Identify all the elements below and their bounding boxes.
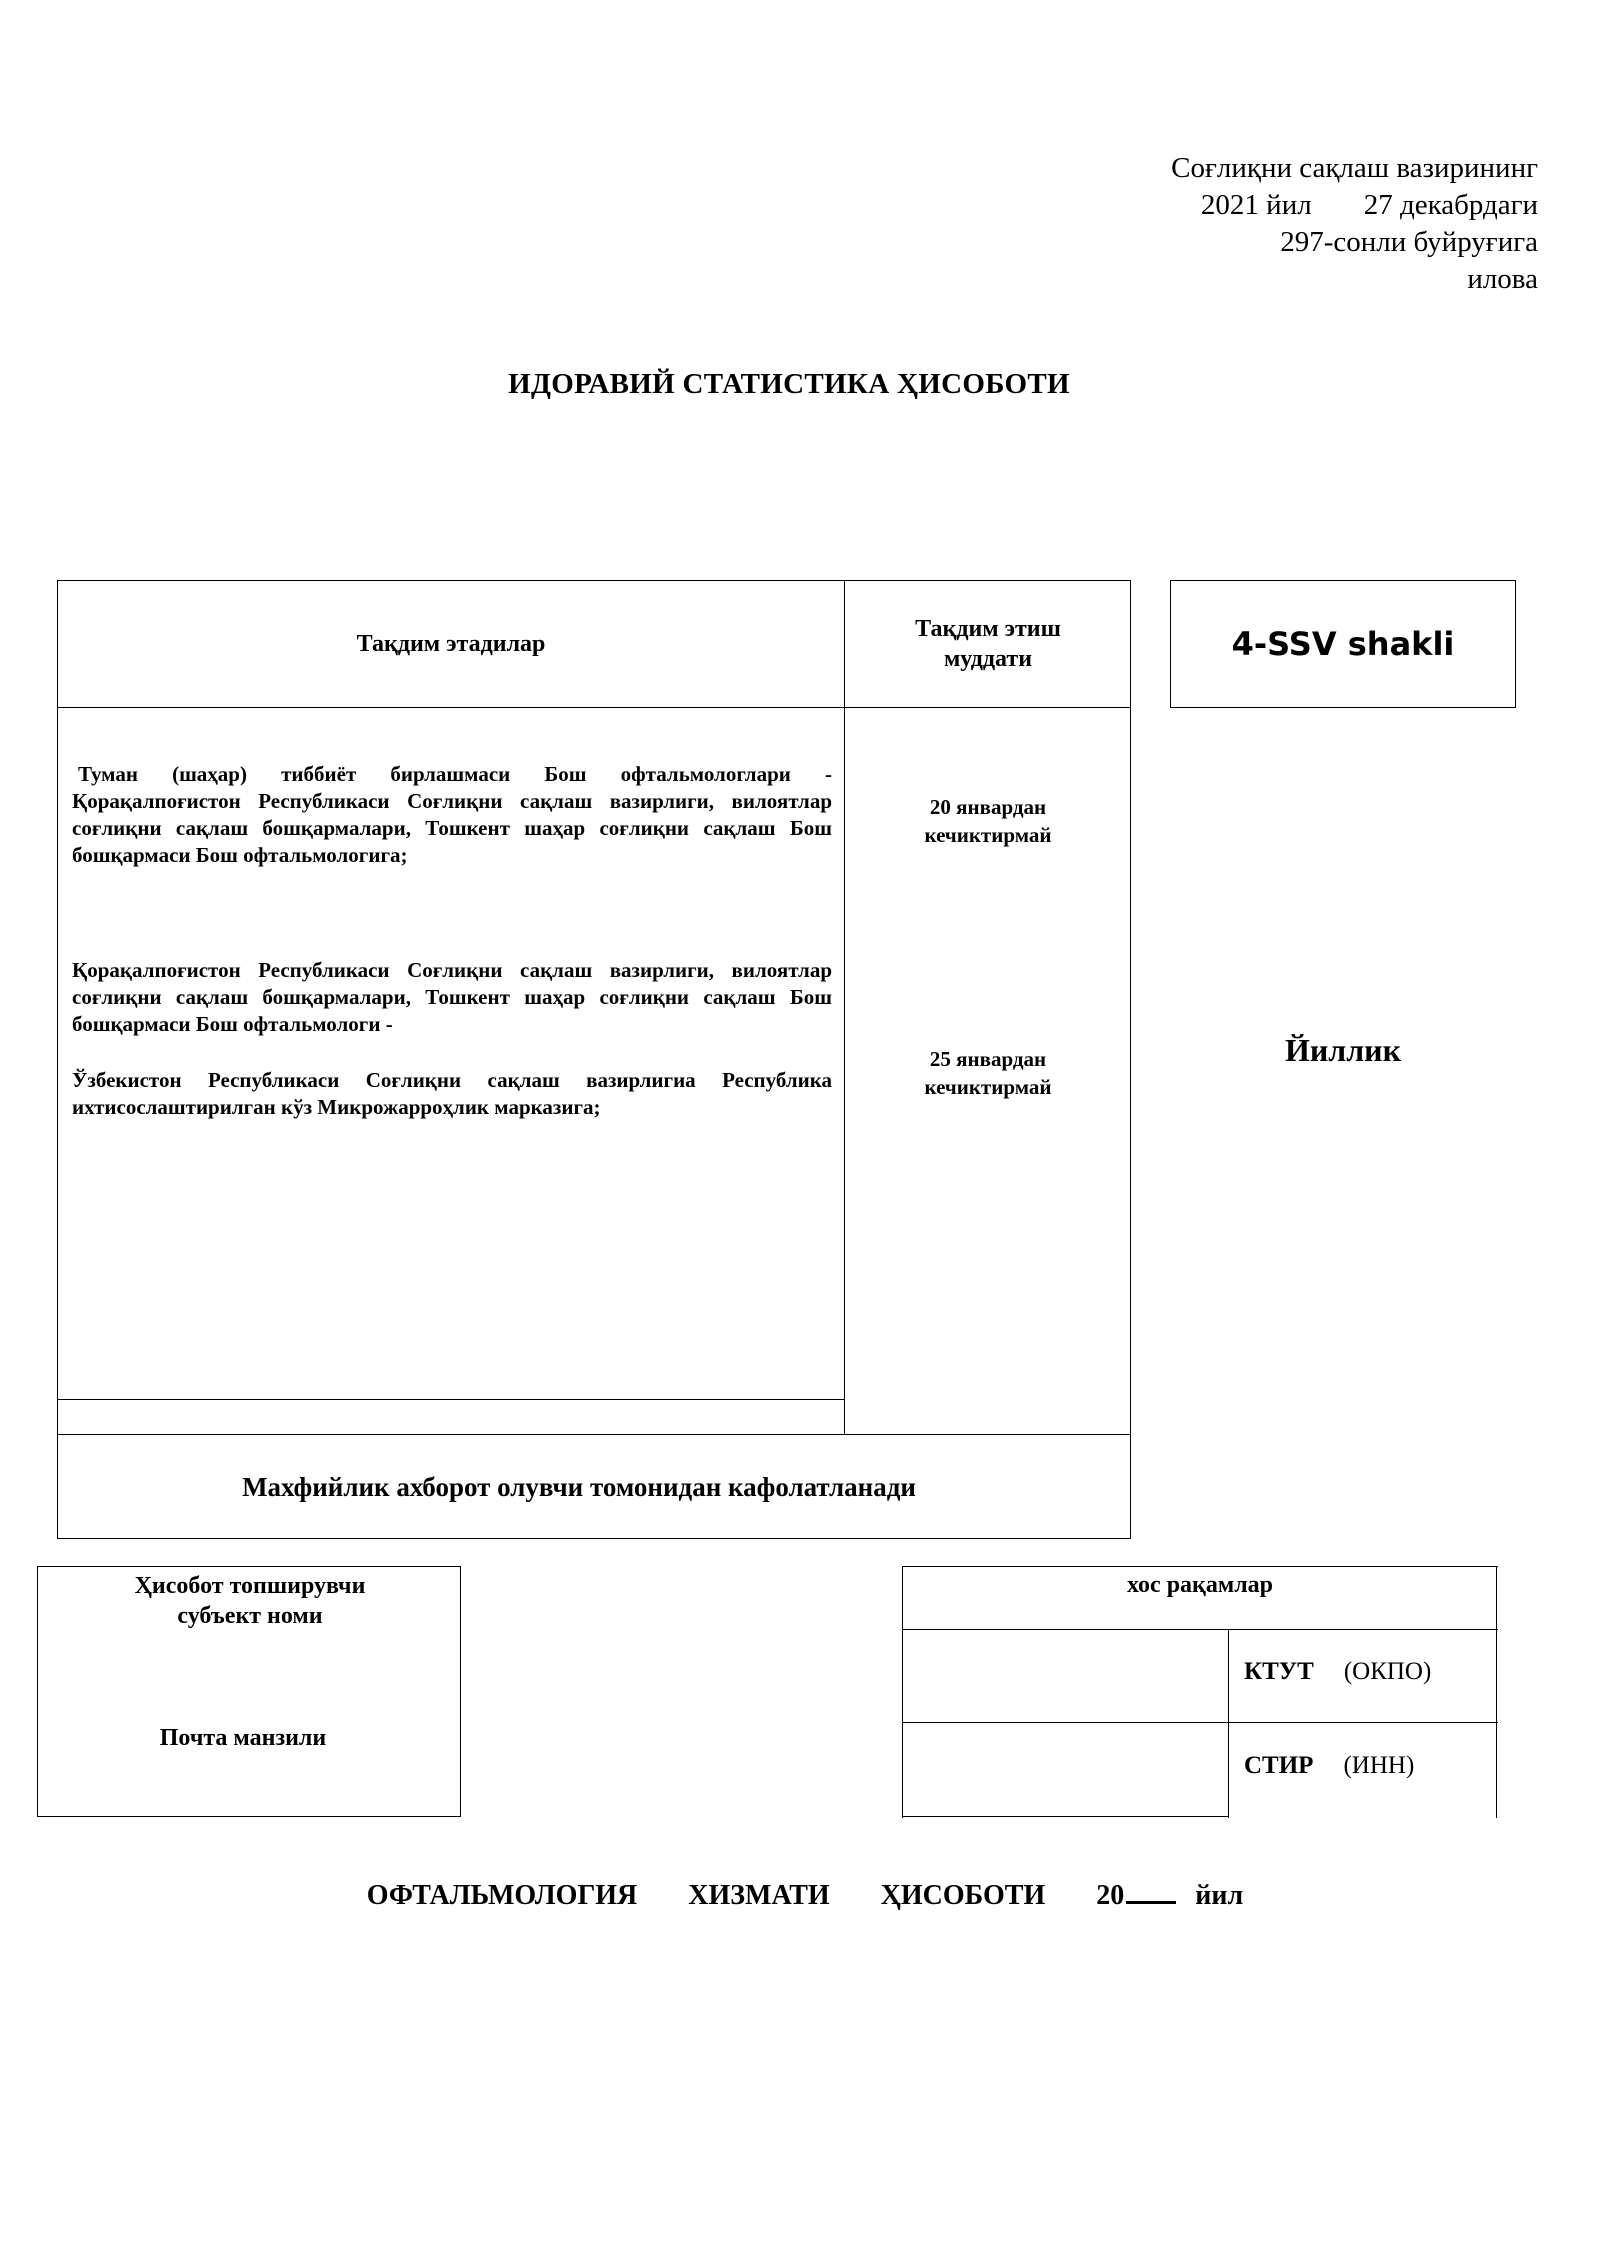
- periodicity: Йиллик: [1284, 1032, 1402, 1068]
- order-year: 2021 йил: [1200, 189, 1312, 221]
- document-title: ИДОРАВИЙ СТАТИСТИКА ҲИСОБОТИ: [508, 368, 1070, 400]
- code-stir-alt: (ИНН): [1343, 1752, 1415, 1779]
- submission-table: [57, 580, 1131, 1539]
- report-title-suffix: йил: [1195, 1880, 1244, 1911]
- form-code: 4-SSV shakli: [1231, 625, 1455, 663]
- column-header-deadline: Тақдим этиш муддати: [915, 616, 1061, 672]
- order-date: 27 декабрдаги: [1363, 189, 1538, 221]
- codes-header: хос рақамлар: [1126, 1572, 1274, 1598]
- deadline-entry-1: 20 январдан кечиктирмай: [924, 795, 1052, 847]
- submitter-entry-1: Туман (шаҳар) тиббиёт бирлашмаси Бош офтальмологлари - Қорақалпоғистон Республикаси Соғлиқни сақлаш вазирлиги, вилоятлар соғлиқни сақлаш бошқармалари, Тошкент шаҳар соғлиқни сақлаш Бош бошқармаси Бош офтальмологига;: [72, 762, 832, 867]
- order-reference: [1171, 150, 1538, 298]
- order-reference-line1: Соғлиқни сақлаш вазирининг: [1171, 152, 1538, 184]
- codes-box: [902, 1566, 1498, 1817]
- submitter-entry-2b: Ўзбекистон Республикаси Соғлиқни сақлаш вазирлигиа Республика ихтисослаштирилган кўз Микрожарроҳлик марказига;: [72, 1068, 832, 1119]
- order-reference-line3: 297-сонли буйруғига: [1280, 226, 1538, 258]
- deadline-entry-2: 25 январдан кечиктирмай: [924, 1047, 1052, 1099]
- form-code-box: [1170, 580, 1516, 708]
- subject-name-label: Ҳисобот топширувчи субъект номи: [134, 1573, 366, 1629]
- code-ktut-alt: (ОКПО): [1343, 1658, 1432, 1685]
- submitter-entry-2a: Қорақалпоғистон Республикаси Соғлиқни сақлаш вазирлиги, вилоятлар соғлиқни сақлаш бошқармалари, Тошкент шаҳар соғлиқни сақлаш Бош бошқармаси Бош офтальмологи -: [72, 958, 832, 1036]
- order-reference-line2: [1171, 187, 1538, 224]
- reporter-box: [37, 1566, 461, 1817]
- code-stir-label: СТИР: [1244, 1752, 1314, 1779]
- report-title: [0, 1880, 1600, 1912]
- code-ktut: [1244, 1658, 1431, 1686]
- year-blank: [1126, 1882, 1176, 1904]
- order-reference-line4: илова: [1467, 263, 1538, 295]
- column-header-submitters: Тақдим этадилар: [356, 631, 546, 657]
- confidentiality-note: Махфийлик ахборот олувчи томонидан кафолатланади: [242, 1471, 916, 1502]
- code-stir: [1244, 1752, 1414, 1780]
- postal-address-label: Почта манзили: [159, 1725, 327, 1751]
- code-ktut-label: КТУТ: [1244, 1658, 1314, 1685]
- report-title-prefix: ОФТАЛЬМОЛОГИЯ ХИЗМАТИ ҲИСОБОТИ 20: [366, 1880, 1125, 1911]
